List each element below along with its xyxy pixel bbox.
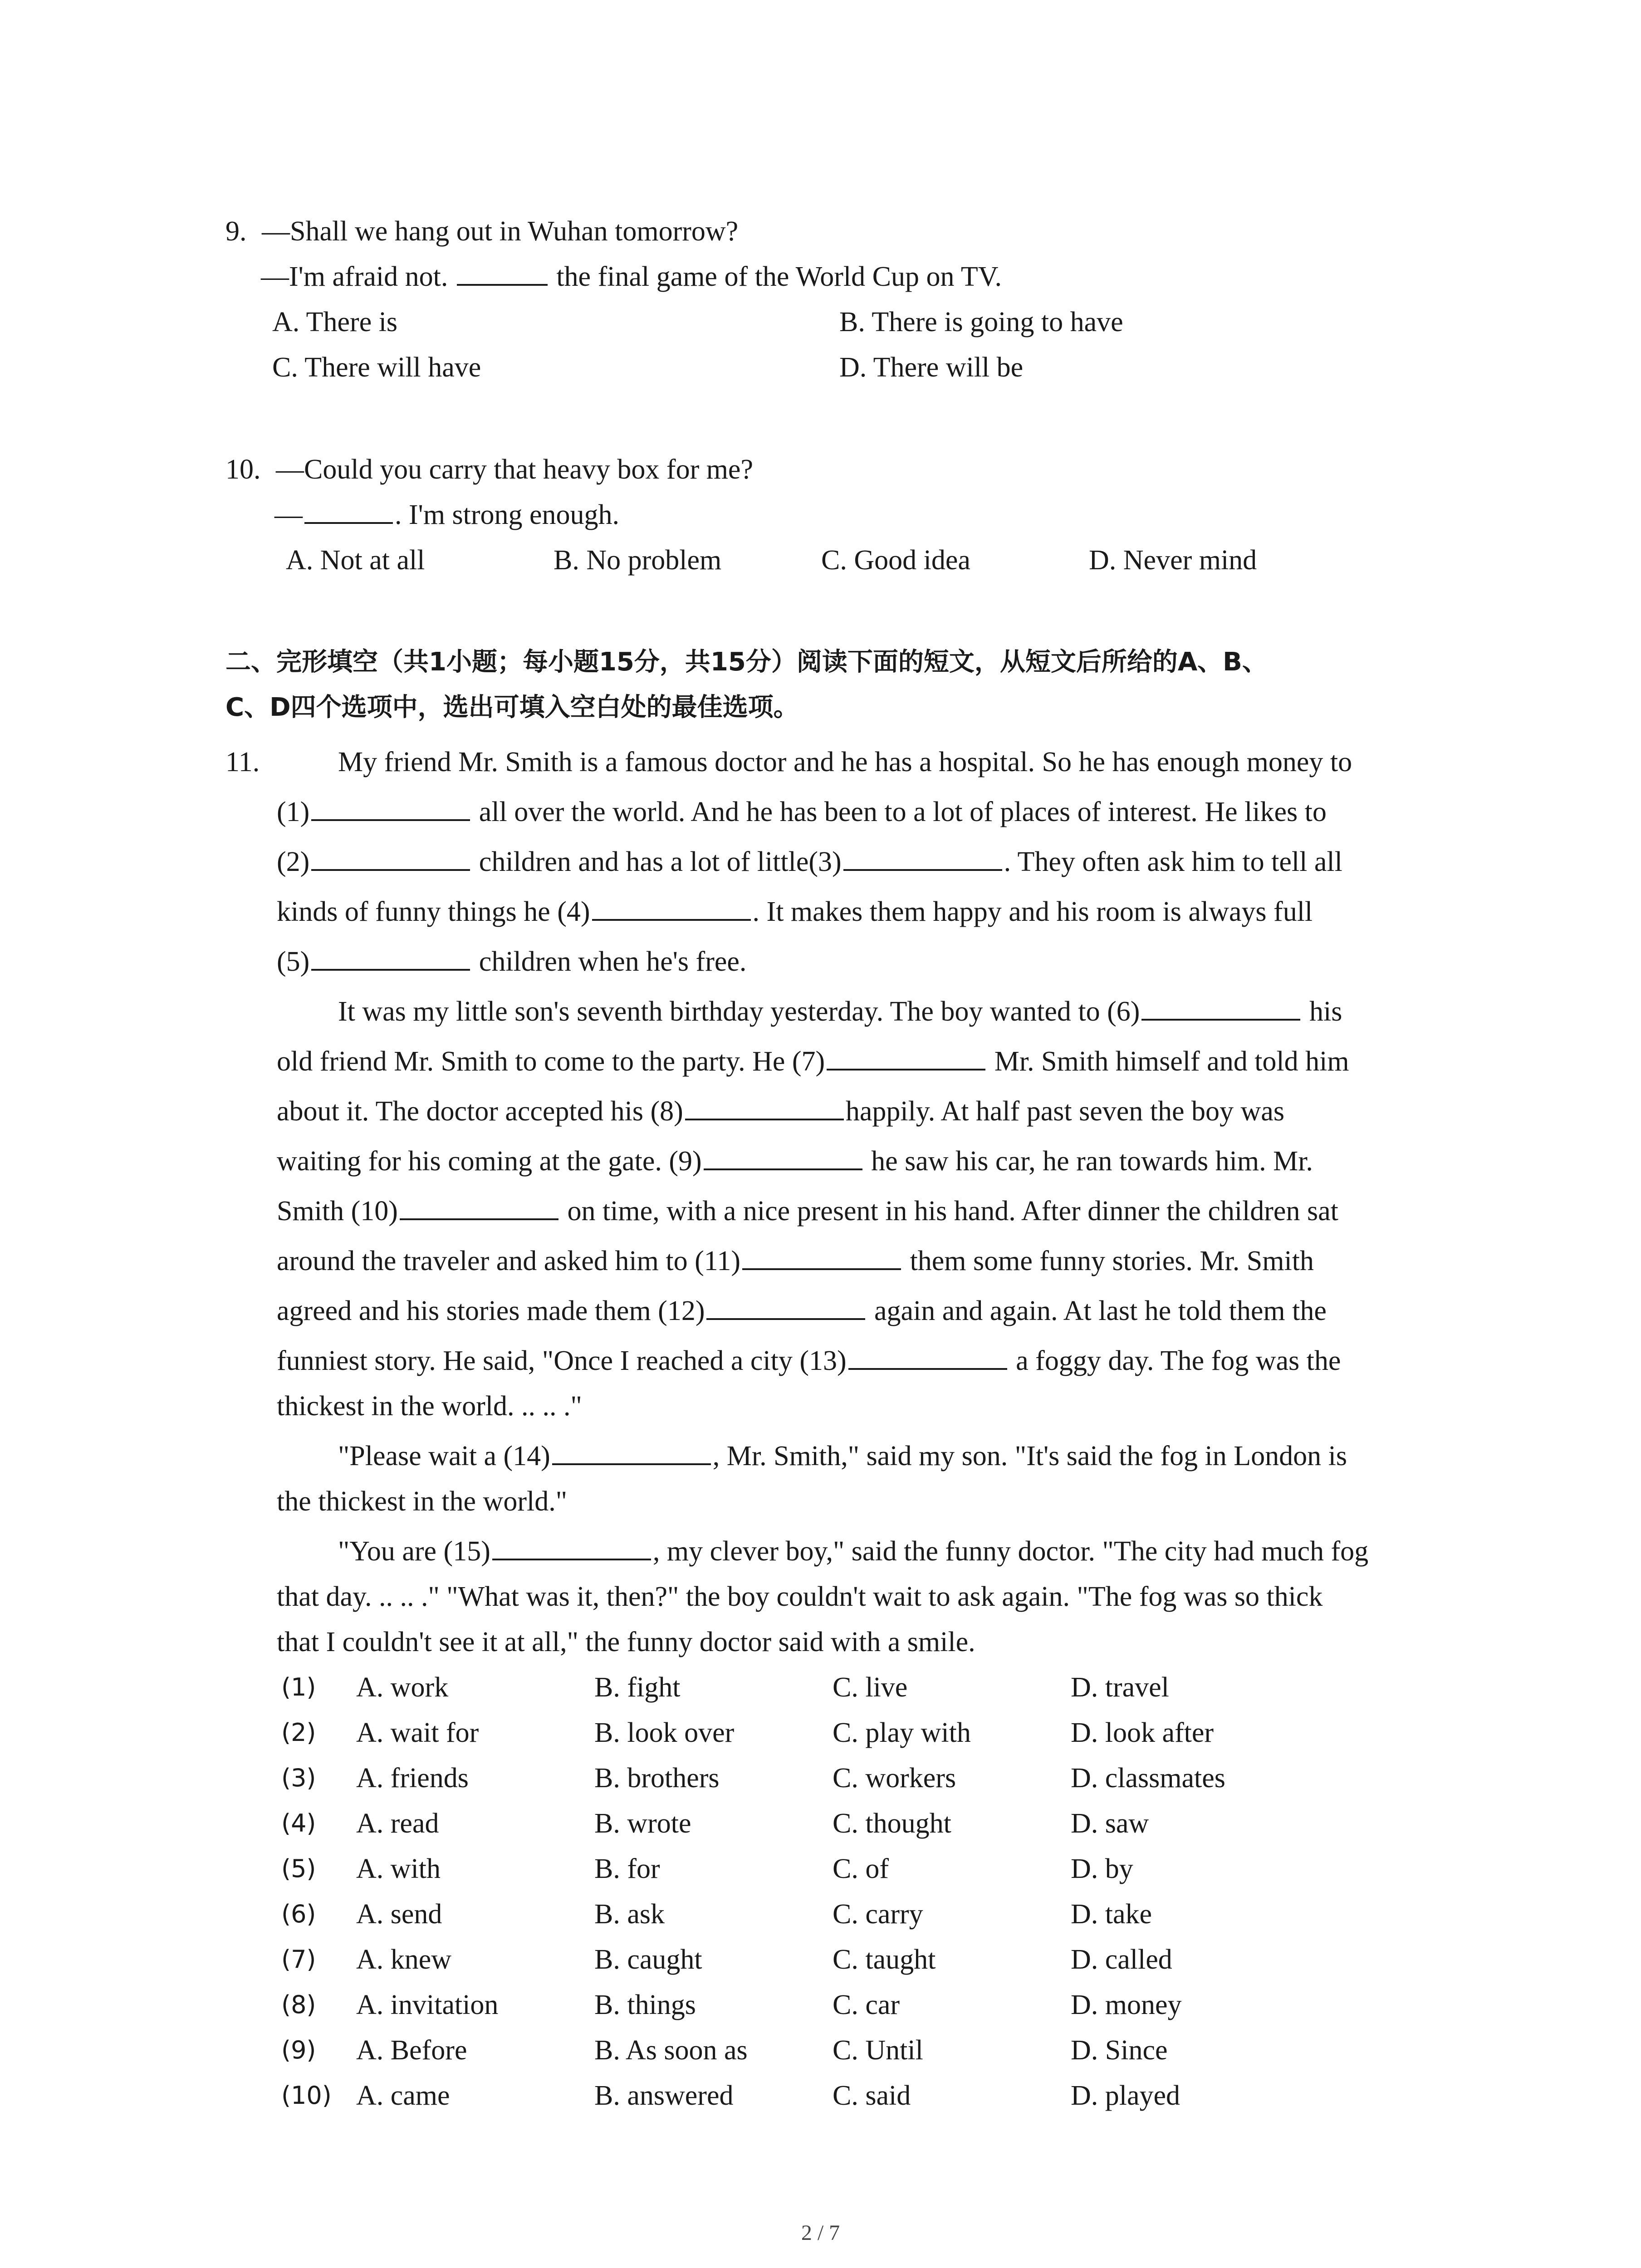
- choice-option-c[interactable]: C. play with: [833, 1717, 971, 1748]
- passage-text: about it. The doctor accepted his (8): [277, 1096, 683, 1127]
- passage-text: on time, with a nice present in his hand. After dinner the children sat: [567, 1196, 1338, 1227]
- q10-prompt: [225, 451, 753, 488]
- q10-option-b[interactable]: B. No problem: [554, 545, 722, 576]
- q9-reply-after: the final game of the World Cup on TV.: [556, 261, 1002, 292]
- passage-line: [277, 943, 746, 980]
- choice-option-d[interactable]: D. look after: [1071, 1717, 1214, 1748]
- passage-line: [277, 1143, 1313, 1179]
- passage-line: [277, 1293, 1327, 1329]
- passage-text: again and again. At last he told them the: [874, 1295, 1327, 1326]
- passage-line: the thickest in the world.": [277, 1486, 568, 1517]
- blank-4[interactable]: [592, 894, 751, 921]
- choice-option-a[interactable]: A. work: [356, 1672, 449, 1703]
- passage-text: a foggy day. The fog was the: [1016, 1345, 1341, 1376]
- passage-line: [338, 1438, 1347, 1474]
- passage-text: "Please wait a (14): [338, 1441, 550, 1471]
- choice-option-d[interactable]: D. called: [1071, 1944, 1172, 1975]
- choice-option-d[interactable]: D. played: [1071, 2080, 1181, 2111]
- choice-option-d[interactable]: D. Since: [1071, 2035, 1168, 2066]
- passage-text: Mr. Smith himself and told him: [994, 1046, 1349, 1077]
- q9-prompt-text: —Shall we hang out in Wuhan tomorrow?: [262, 216, 739, 247]
- choice-option-b[interactable]: B. things: [594, 1989, 696, 2020]
- passage-line: [277, 894, 1313, 930]
- passage-line: [338, 1533, 1368, 1569]
- blank-11[interactable]: [742, 1243, 901, 1270]
- choice-option-a[interactable]: A. read: [356, 1808, 439, 1839]
- blank-12[interactable]: [706, 1293, 865, 1320]
- q10-prompt-text: —Could you carry that heavy box for me?: [276, 454, 753, 485]
- passage-text: old friend Mr. Smith to come to the party. He (7): [277, 1046, 825, 1077]
- choice-row-number: (5): [281, 1854, 316, 1883]
- choice-option-a[interactable]: A. send: [356, 1899, 442, 1930]
- blank-9[interactable]: [704, 1143, 862, 1170]
- q9-option-d[interactable]: D. There will be: [839, 352, 1024, 383]
- choice-row-number: (2): [281, 1718, 316, 1747]
- choice-row-number: (9): [281, 2036, 316, 2064]
- choice-option-c[interactable]: C. workers: [833, 1763, 956, 1794]
- choice-option-b[interactable]: B. brothers: [594, 1763, 720, 1794]
- passage-text: his: [1309, 996, 1342, 1027]
- choice-option-b[interactable]: B. answered: [594, 2080, 734, 2111]
- passage-text: Smith (10): [277, 1196, 398, 1227]
- passage-line: My friend Mr. Smith is a famous doctor and he has a hospital. So he has enough money to: [338, 747, 1352, 777]
- blank-14[interactable]: [552, 1438, 711, 1465]
- choice-option-a[interactable]: A. knew: [356, 1944, 452, 1975]
- q9-option-b[interactable]: B. There is going to have: [839, 307, 1123, 337]
- blank-15[interactable]: [492, 1533, 651, 1560]
- passage-line: [338, 993, 1342, 1030]
- passage-text: kinds of funny things he (4): [277, 896, 590, 927]
- choice-row-number: (8): [281, 1990, 316, 2019]
- choice-row-number: (4): [281, 1809, 316, 1838]
- passage-text: It was my little son's seventh birthday yesterday. The boy wanted to (6): [338, 996, 1140, 1027]
- passage-text: , my clever boy," said the funny doctor. "The city had much fog: [652, 1536, 1369, 1567]
- passage-text: them some funny stories. Mr. Smith: [910, 1246, 1314, 1276]
- passage-text: , Mr. Smith," said my son. "It's said the fog in London is: [712, 1441, 1347, 1471]
- choice-option-c[interactable]: C. of: [833, 1853, 889, 1884]
- passage-text: waiting for his coming at the gate. (9): [277, 1146, 702, 1177]
- choice-option-c[interactable]: C. live: [833, 1672, 908, 1703]
- choice-option-b[interactable]: B. As soon as: [594, 2035, 748, 2066]
- blank-2[interactable]: [311, 844, 470, 871]
- q10-reply-before: —: [274, 499, 303, 530]
- passage-text: around the traveler and asked him to (11): [277, 1246, 741, 1276]
- choice-option-b[interactable]: B. for: [594, 1853, 660, 1884]
- choice-option-c[interactable]: C. car: [833, 1989, 900, 2020]
- passage-text: "You are (15): [338, 1536, 490, 1567]
- q10-option-c[interactable]: C. Good idea: [821, 545, 970, 576]
- q10-option-d[interactable]: D. Never mind: [1089, 545, 1257, 576]
- passage-line: [277, 794, 1327, 830]
- choice-option-b[interactable]: B. fight: [594, 1672, 681, 1703]
- choice-option-d[interactable]: D. by: [1071, 1853, 1133, 1884]
- blank-6[interactable]: [1141, 993, 1300, 1021]
- section2-heading-line2: C、D四个选项中，选出可填入空白处的最佳选项。: [225, 693, 799, 722]
- passage-text: children when he's free.: [479, 946, 747, 977]
- choice-row-number: (10): [281, 2081, 332, 2110]
- passage-text: funniest story. He said, "Once I reached a city (13): [277, 1345, 847, 1376]
- q10-blank[interactable]: [304, 497, 393, 524]
- choice-option-c[interactable]: C. carry: [833, 1899, 923, 1930]
- q9-prompt: [225, 213, 738, 249]
- choice-option-b[interactable]: B. caught: [594, 1944, 702, 1975]
- choice-option-c[interactable]: C. taught: [833, 1944, 936, 1975]
- choice-option-b[interactable]: B. ask: [594, 1899, 665, 1930]
- q9-option-c[interactable]: C. There will have: [272, 352, 481, 383]
- passage-text: agreed and his stories made them (12): [277, 1295, 705, 1326]
- choice-option-c[interactable]: C. said: [833, 2080, 911, 2111]
- q10-reply: [274, 497, 619, 533]
- q9-number: 9.: [225, 216, 247, 247]
- blank-8[interactable]: [685, 1093, 844, 1120]
- q10-number: 10.: [225, 454, 261, 485]
- choice-option-b[interactable]: B. wrote: [594, 1808, 691, 1839]
- passage-line: [277, 1093, 1284, 1129]
- passage-line: [277, 1343, 1341, 1379]
- choice-option-a[interactable]: A. wait for: [356, 1717, 479, 1748]
- passage-text: children and has a lot of little(3): [479, 846, 842, 877]
- choice-option-d[interactable]: D. saw: [1071, 1808, 1149, 1839]
- q9-reply-before: —I'm afraid not.: [261, 261, 448, 292]
- q9-blank[interactable]: [457, 259, 548, 286]
- section2-heading-line1: 二、完形填空（共1小题；每小题15分，共15分）阅读下面的短文，从短文后所给的A、B、: [225, 647, 1268, 677]
- q11-number: 11.: [225, 747, 260, 777]
- blank-label: (1): [277, 797, 310, 827]
- passage-text: happily. At half past seven the boy was: [845, 1096, 1284, 1127]
- choice-option-a[interactable]: A. came: [356, 2080, 450, 2111]
- passage-text: . They often ask him to tell all: [1004, 846, 1342, 877]
- choice-option-a[interactable]: A. Before: [356, 2035, 467, 2066]
- blank-10[interactable]: [400, 1193, 558, 1220]
- passage-text: . It makes them happy and his room is always full: [752, 896, 1313, 927]
- blank-13[interactable]: [848, 1343, 1007, 1370]
- choice-row-number: (1): [281, 1673, 316, 1701]
- blank-1[interactable]: [311, 794, 470, 821]
- choice-option-d[interactable]: D. travel: [1071, 1672, 1169, 1703]
- passage-line: [277, 1193, 1338, 1229]
- passage-line: [277, 1243, 1314, 1279]
- blank-3[interactable]: [843, 844, 1002, 871]
- choice-option-b[interactable]: B. look over: [594, 1717, 735, 1748]
- blank-5[interactable]: [311, 943, 470, 971]
- passage-line: [277, 844, 1342, 880]
- blank-label: (5): [277, 946, 310, 977]
- q9-reply: [261, 259, 1002, 295]
- passage-text: he saw his car, he ran towards him. Mr.: [871, 1146, 1313, 1177]
- q9-option-a[interactable]: A. There is: [272, 307, 398, 337]
- choice-option-c[interactable]: C. thought: [833, 1808, 951, 1839]
- choice-row-number: (7): [281, 1945, 316, 1974]
- choice-option-c[interactable]: C. Until: [833, 2035, 923, 2066]
- q10-option-a[interactable]: A. Not at all: [286, 545, 425, 576]
- passage-line: [277, 1043, 1349, 1080]
- blank-label: (2): [277, 846, 310, 877]
- choice-row-number: (3): [281, 1764, 316, 1792]
- passage-line: that day. .. .. ." "What was it, then?" the boy couldn't wait to ask again. "The fog was so thick: [277, 1581, 1323, 1612]
- page-number: 2 / 7: [801, 2221, 840, 2245]
- choice-option-a[interactable]: A. invitation: [356, 1989, 499, 2020]
- q10-reply-after: . I'm strong enough.: [395, 499, 620, 530]
- passage-line: that I couldn't see it at all," the funny doctor said with a smile.: [277, 1627, 975, 1657]
- blank-7[interactable]: [827, 1043, 985, 1070]
- choice-row-number: (6): [281, 1900, 316, 1928]
- choice-option-d[interactable]: D. classmates: [1071, 1763, 1225, 1794]
- choice-option-d[interactable]: D. money: [1071, 1989, 1182, 2020]
- choice-option-a[interactable]: A. with: [356, 1853, 441, 1884]
- choice-option-d[interactable]: D. take: [1071, 1899, 1152, 1930]
- passage-text: all over the world. And he has been to a lot of places of interest. He likes to: [479, 797, 1327, 827]
- passage-line: thickest in the world. .. .. .": [277, 1391, 582, 1422]
- choice-option-a[interactable]: A. friends: [356, 1763, 469, 1794]
